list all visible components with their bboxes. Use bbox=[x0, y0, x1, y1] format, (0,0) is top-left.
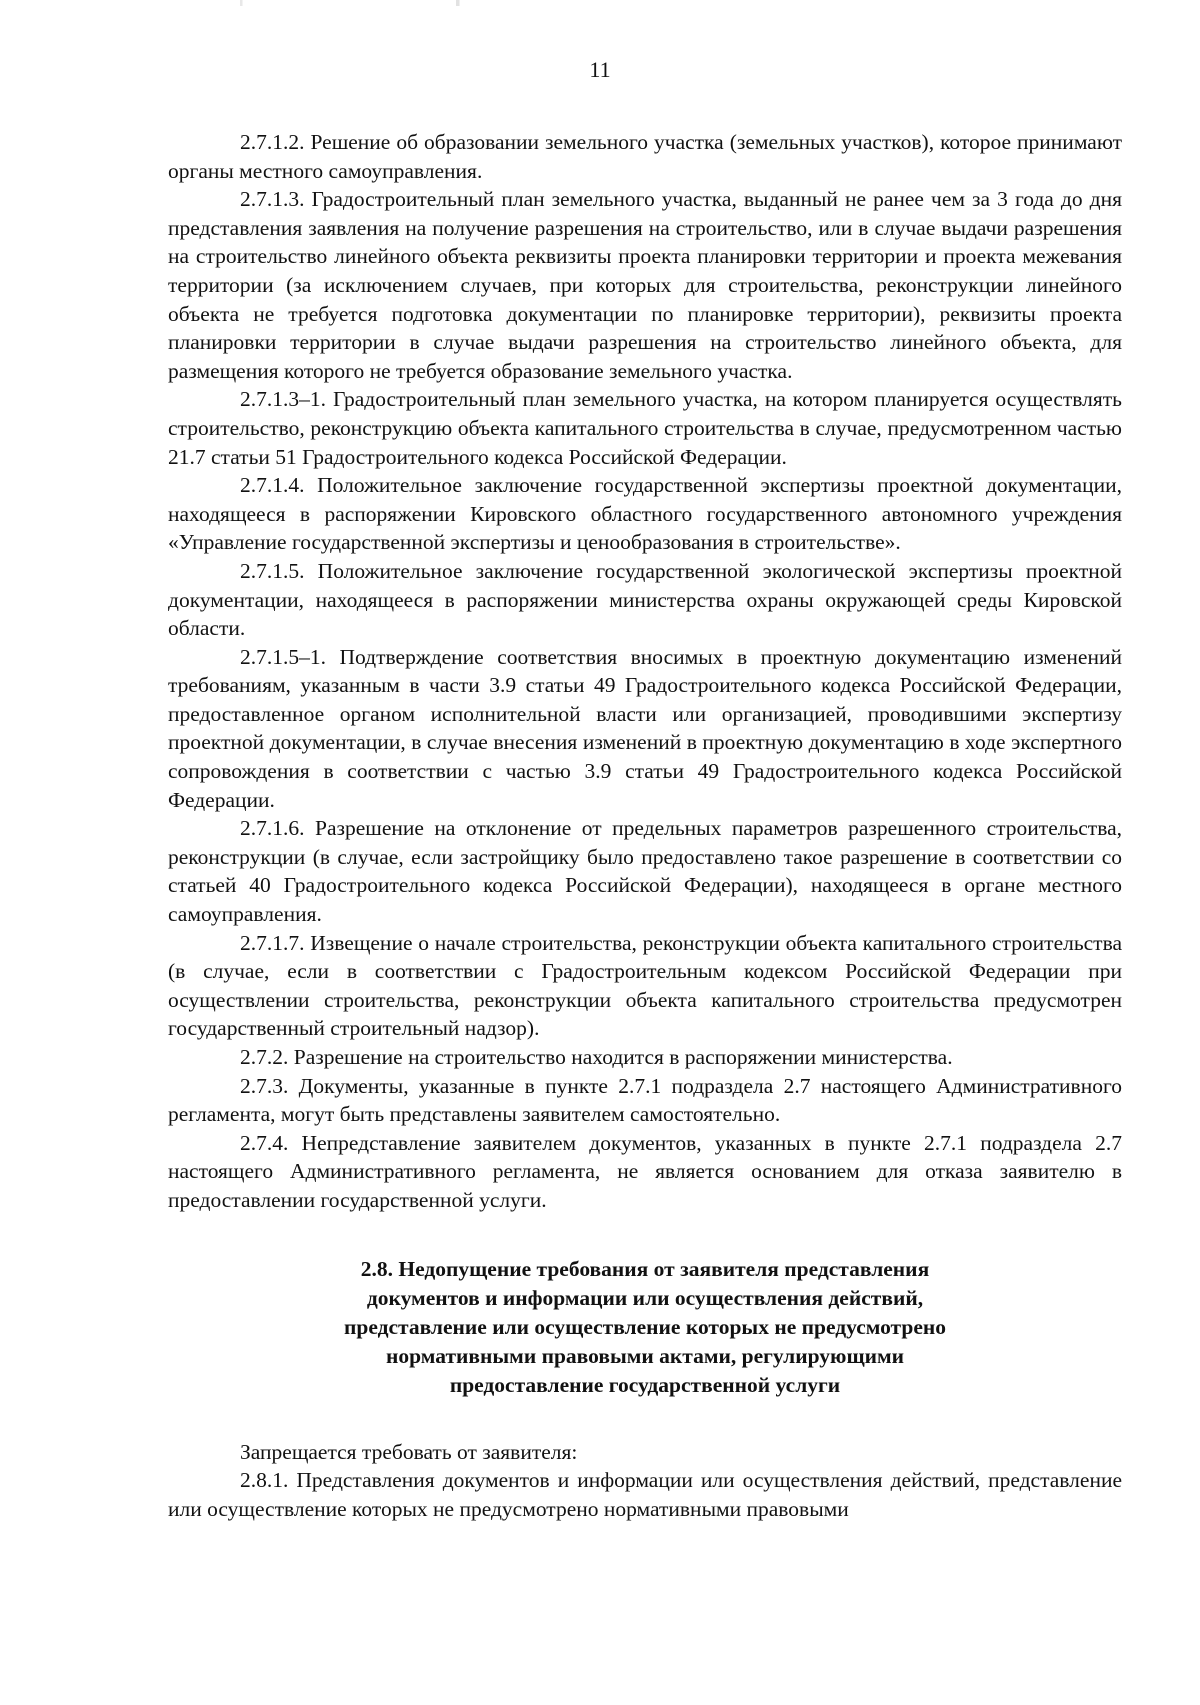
paragraph-2-7-3: 2.7.3. Документы, указанные в пункте 2.7.1 подраздела 2.7 настоящего Административного регламента, могут быть представлены заявителем самостоятельно. bbox=[168, 1073, 1122, 1127]
paragraph-2-7-1-3-1: 2.7.1.3–1. Градостроительный план земельного участка, на котором планируется осуществлять строительство, реконструкцию объекта капитального строительства в случае, предусмотренном частью 21.7 статьи 51 Градостроительного кодекса Российской Федерации. bbox=[168, 387, 1122, 469]
document-body bbox=[168, 128, 1122, 1523]
paragraph-2-7-1-3: 2.7.1.3. Градостроительный план земельного участка, выданный не ранее чем за 3 года до дня представления заявления на получение разрешения на строительство, или в случае выдачи разрешения на строительство линейного объекта реквизиты проекта планировки территории и проекта межевания территории (за исключением случаев, при которых для строительства, реконструкции линейного объекта не требуется подготовка документации по планировке территории), реквизиты проекта планировки территории в случае выдачи разрешения на строительство линейного объекта, для размещения которого не требуется образование земельного участка. bbox=[168, 187, 1122, 383]
page-number: 11 bbox=[589, 57, 611, 82]
paragraph-2-7-1-5: 2.7.1.5. Положительное заключение государственной экологической экспертизы проектной документации, находящееся в распоряжении министерства охраны окружающей среды Кировской области. bbox=[168, 558, 1122, 641]
paragraph-2-7-1-5-1: 2.7.1.5–1. Подтверждение соответствия вносимых в проектную документацию изменений требованиям, указанным в части 3.9 статьи 49 Градостроительного кодекса Российской Федерации, предоставленное органом исполнительной власти или организацией, проводившими экспертизу проектной документации, в случае внесения изменений в проектную документацию в ходе экспертного сопровождения в соответствии с частью 3.9 статьи 49 Градостроительного кодекса Российской Федерации. bbox=[168, 644, 1122, 812]
paragraph-intro: Запрещается требовать от заявителя: bbox=[240, 1439, 578, 1464]
paragraph-2-7-2: 2.7.2. Разрешение на строительство находится в распоряжении министерства. bbox=[240, 1045, 953, 1069]
section-heading-line: документов и информации или осуществления действий, bbox=[366, 1285, 924, 1310]
paragraph-2-7-1-6: 2.7.1.6. Разрешение на отклонение от предельных параметров разрешенного строительства, реконструкции (в случае, если застройщику было предоставлено такое разрешение в соответствии со статьей 40 Градостроительного кодекса Российской Федерации), находящееся в органе местного самоуправления. bbox=[168, 816, 1122, 927]
section-heading-line: представление или осуществление которых не предусмотрено bbox=[343, 1314, 947, 1339]
paragraph-2-8-1: 2.8.1. Представления документов и информации или осуществления действий, представление или осуществление которых не предусмотрено нормативными правовыми bbox=[168, 1468, 1122, 1521]
section-heading-2-8 bbox=[168, 1255, 1122, 1400]
paragraph-2-7-1-7: 2.7.1.7. Извещение о начале строительства, реконструкции объекта капитального строительства (в случае, если в соответствии с Градостроительным кодексом Российской Федерации при осуществлении строительства, реконструкции объекта капитального строительства предусмотрен государственный строительный надзор). bbox=[168, 930, 1122, 1041]
paragraph-2-7-4: 2.7.4. Непредставление заявителем документов, указанных в пункте 2.7.1 подраздела 2.7 настоящего Административного регламента, не является основанием для отказа заявителю в предоставлении государственной услуги. bbox=[168, 1130, 1122, 1212]
section-heading-line: предоставление государственной услуги bbox=[449, 1372, 841, 1397]
scan-edge-marks bbox=[0, 0, 1200, 6]
section-heading-line: 2.8. Недопущение требования от заявителя представления bbox=[360, 1256, 930, 1281]
paragraph-2-7-1-4: 2.7.1.4. Положительное заключение государственной экспертизы проектной документации, находящееся в распоряжении Кировского областного государственного автономного учреждения «Управление государственной экспертизы и ценообразования в строительстве». bbox=[168, 473, 1122, 555]
paragraph-2-7-1-2: 2.7.1.2. Решение об образовании земельного участка (земельных участков), которое принимают органы местного самоуправления. bbox=[168, 130, 1122, 183]
section-heading-line: нормативными правовыми актами, регулирующими bbox=[385, 1343, 905, 1368]
